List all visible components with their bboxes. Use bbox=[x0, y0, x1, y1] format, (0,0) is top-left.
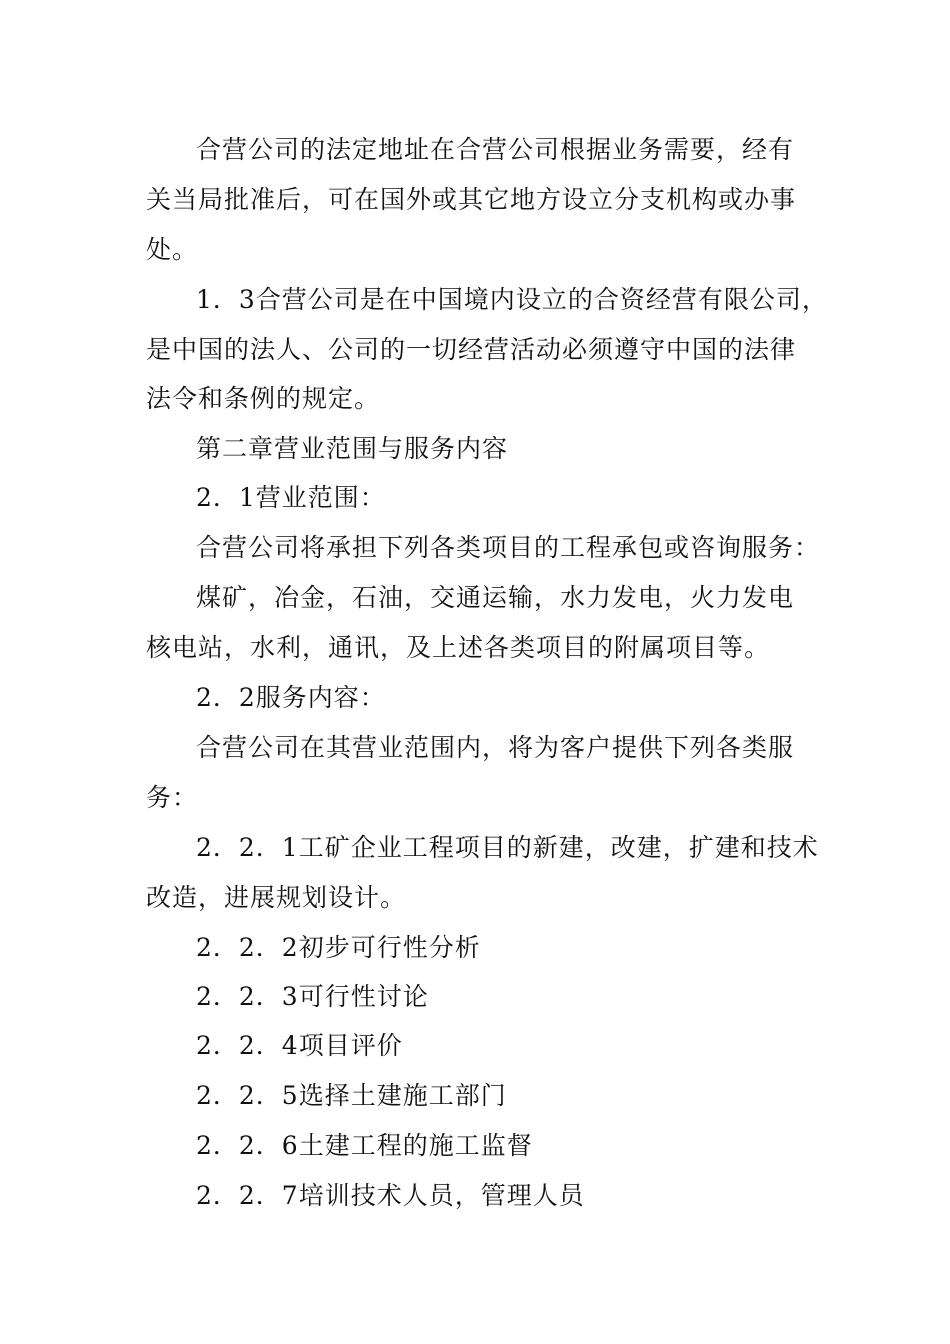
paragraph-line: 合营公司将承担下列各类项目的工程承包或咨询服务： bbox=[196, 533, 821, 562]
clause-line: 2．2．5选择土建施工部门 bbox=[196, 1081, 507, 1110]
clause-line: 1．3合营公司是在中国境内设立的合资经营有限公司， bbox=[196, 285, 828, 314]
clause-line: 2．2．1工矿企业工程项目的新建，改建，扩建和技术 bbox=[196, 833, 819, 862]
paragraph-line: 法令和条例的规定。 bbox=[146, 384, 381, 413]
paragraph-line: 煤矿，冶金，石油，交通运输，水力发电，火力发电 bbox=[196, 583, 795, 612]
clause-line: 2．2．6土建工程的施工监督 bbox=[196, 1131, 533, 1160]
clause-line: 2．2．7培训技术人员，管理人员 bbox=[196, 1181, 585, 1210]
paragraph-line: 合营公司的法定地址在合营公司根据业务需要，经有 bbox=[196, 135, 795, 164]
paragraph-line: 是中国的法人、公司的一切经营活动必须遵守中国的法律 bbox=[146, 335, 797, 364]
paragraph-line: 合营公司在其营业范围内，将为客户提供下列各类服 bbox=[196, 733, 795, 762]
section-heading: 2．2服务内容： bbox=[196, 683, 386, 712]
paragraph-line: 务： bbox=[146, 783, 199, 812]
paragraph-line: 改造，进展规划设计。 bbox=[146, 883, 407, 912]
clause-line: 2．2．4项目评价 bbox=[196, 1031, 403, 1060]
clause-line: 2．2．3可行性讨论 bbox=[196, 982, 429, 1011]
paragraph-line: 处。 bbox=[146, 235, 199, 264]
clause-line: 2．2．2初步可行性分析 bbox=[196, 933, 481, 962]
paragraph-line: 关当局批准后，可在国外或其它地方设立分支机构或办事 bbox=[146, 185, 797, 214]
section-heading: 2．1营业范围： bbox=[196, 483, 386, 512]
chapter-heading: 第二章营业范围与服务内容 bbox=[196, 434, 509, 463]
paragraph-line: 核电站，水利，通讯，及上述各类项目的附属项目等。 bbox=[146, 633, 771, 662]
